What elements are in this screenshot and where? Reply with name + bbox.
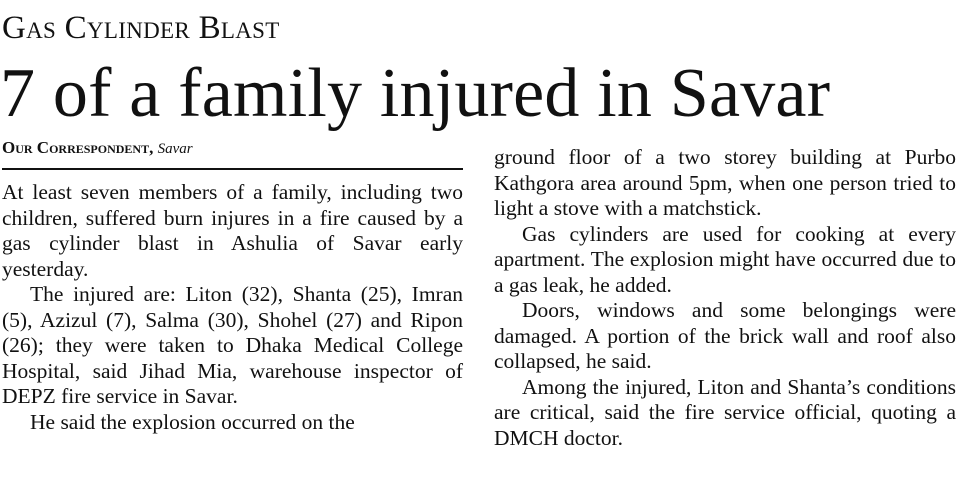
paragraph: The injured are: Liton (32), Shanta (25), Imran (5), Azizul (7), Salma (30), Shohel (27) and Ripon (26); they were taken to Dhaka Medical College Hospital, said Jihad Mia, warehouse inspector of DEPZ fire service in Savar.: [2, 282, 463, 408]
byline: [2, 137, 193, 160]
byline-name: Our Correspondent,: [2, 138, 154, 157]
byline-place: Savar: [157, 141, 193, 157]
paragraph: Among the injured, Liton and Shanta’s conditions are critical, said the fire service official, quoting a DMCH doctor.: [494, 374, 956, 450]
paragraph: He said the explosion occurred on the: [30, 409, 355, 434]
right-column: [494, 145, 956, 451]
headline: 7 of a family injured in Savar: [0, 55, 831, 132]
kicker: Gas Cylinder Blast: [2, 10, 280, 46]
paragraph: Gas cylinders are used for cooking at every apartment. The explosion might have occurred due to a gas leak, he added.: [494, 221, 956, 297]
byline-rule: [2, 168, 463, 170]
paragraph: ground floor of a two storey building at Purbo Kathgora area around 5pm, when one person tried to light a stove with a matchstick.: [494, 145, 956, 220]
paragraph: Doors, windows and some belongings were damaged. A portion of the brick wall and roof also collapsed, he said.: [494, 298, 956, 373]
paragraph: At least seven members of a family, including two children, suffered burn injures in a fire caused by a gas cylinder blast in Ashulia of Savar early yesterday.: [2, 180, 463, 281]
left-column: [2, 180, 463, 435]
